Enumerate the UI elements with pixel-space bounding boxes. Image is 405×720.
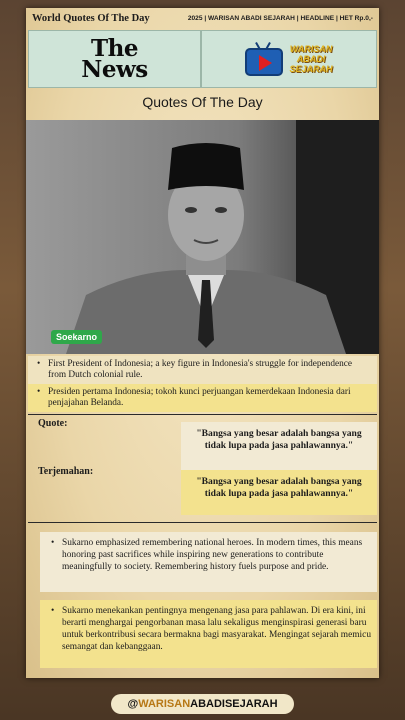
handle-part1: WARISAN	[138, 698, 191, 710]
section-title: Quotes Of The Day	[142, 94, 263, 110]
masthead-title-line2: News	[81, 56, 148, 83]
brand-line3: SEJARAH	[289, 64, 333, 74]
masthead-brand-box	[201, 30, 377, 88]
top-bar	[26, 8, 379, 28]
divider	[28, 522, 377, 523]
name-tag: Soekarno	[51, 330, 102, 344]
translation-label: Terjemahan:	[38, 466, 94, 477]
bio-english: • First President of Indonesia; a key figure in Indonesia's struggle for independence from Dutch colonial rule.	[28, 356, 377, 384]
portrait-photo	[26, 120, 379, 354]
handle-prefix: @	[127, 698, 139, 710]
masthead-title-line1: The	[91, 35, 138, 62]
quote-label: Quote:	[38, 418, 68, 429]
brand-line2: ABADI	[296, 54, 326, 64]
topbar-title: World Quotes Of The Day	[32, 12, 150, 24]
brand-logo-text	[289, 44, 332, 74]
social-handle[interactable]	[111, 694, 293, 714]
topbar-info: 2025 | WARISAN ABADI SEJARAH | HEADLINE | HET Rp.0,-	[187, 14, 373, 22]
newspaper-card	[26, 8, 379, 678]
bio-indonesian: • Presiden pertama Indonesia; tokoh kunci perjuangan kemerdekaan Indonesia dari penjajahan Belanda.	[28, 384, 377, 412]
handle-part2: ABADISEJARAH	[190, 698, 278, 710]
divider	[28, 414, 377, 415]
explanation-indonesian: • Sukarno menekankan pentingnya mengenang jasa para pahlawan. Di era kini, ini berarti menghargai pengorbanan masa lalu sekaligus menginspirasi generasi baru untuk berkontribusi secara bermakna bagi masyarakat. Mengingat sejarah memicu semangat dan kebanggaan.	[40, 600, 377, 668]
explanation-english: • Sukarno emphasized remembering national heroes. In modern times, this means honoring past sacrifices while inspiring new generations to contribute meaningfully to society. Remembering history fuels purpose and pride.	[40, 532, 377, 592]
tv-play-icon	[245, 42, 283, 76]
masthead-title-box	[28, 30, 201, 88]
masthead-title	[81, 35, 148, 83]
brand-line1: WARISAN	[289, 44, 333, 54]
footer	[0, 688, 405, 720]
translation-text: "Bangsa yang besar adalah bangsa yang tidak lupa pada jasa pahlawannya."	[181, 470, 377, 515]
masthead	[28, 30, 377, 88]
quote-text: "Bangsa yang besar adalah bangsa yang tidak lupa pada jasa pahlawannya."	[181, 422, 377, 470]
